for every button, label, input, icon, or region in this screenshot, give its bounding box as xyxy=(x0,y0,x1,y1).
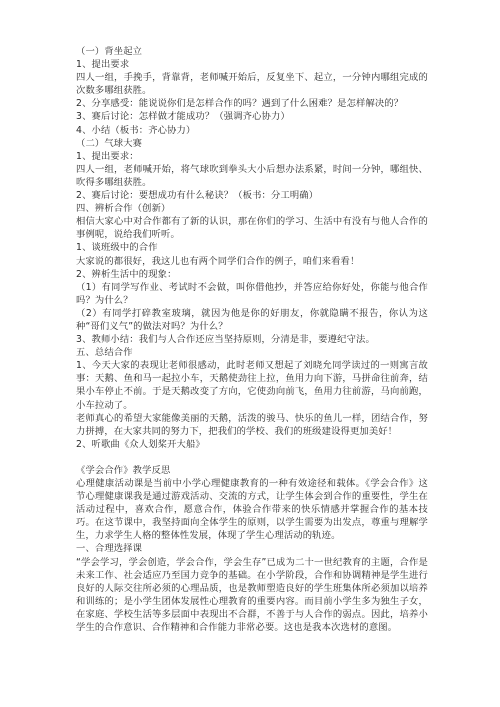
text-line: 2、分享感受：能说说你们是怎样合作的吗？遇到了什么困难？是怎样解决的？ xyxy=(76,98,404,110)
heading-balloon-contest: （二）气球大赛 xyxy=(76,137,143,149)
text-line: 四人一组，老师喊开始，将气球吹到拳头大小后想办法系紧，时间一分钟，哪组快、吹得多哪组获胜。 xyxy=(76,163,428,188)
text-line: 1、提出要求 xyxy=(76,59,130,71)
document-body xyxy=(76,45,428,634)
text-line: 相信大家心中对合作都有了新的认识，那在你们的学习、生活中有没有与他人合作的事例呢，说给我们听听。 xyxy=(76,216,428,241)
text-line: 2、听歌曲《众人划桨开大船》 xyxy=(76,438,205,450)
text-line: 四人一组，手挽手，背靠背，老师喊开始后，反复坐下、起立，一分钟内哪组完成的次数多哪组获胜。 xyxy=(76,72,428,97)
heading-course-selection: 一、合理选择课 xyxy=(76,543,143,555)
text-line: 2、赛后讨论：要想成功有什么秘诀？（板书：分工明确） xyxy=(76,190,319,202)
text-line: 3、教师小结：我们与人合作还应当坚持原则，分清是非，要遵纪守法。 xyxy=(76,334,375,346)
heading-summary: 五、总结合作 xyxy=(76,347,133,359)
section-gap xyxy=(76,451,428,464)
text-line: 1、谈班级中的合作 xyxy=(76,242,158,254)
text-line: 3、赛后讨论：怎样做才能成功？（强调齐心协力） xyxy=(76,111,290,123)
text-line: 1、提出要求： xyxy=(76,150,139,162)
text-line: 大家说的都很好，我这儿也有两个同学们合作的例子，咱们来看看！ xyxy=(76,255,360,267)
heading-analyze-cooperation: 四、辨析合作（创新） xyxy=(76,203,171,215)
text-line: （2）有同学打碎教室玻璃，就因为他是你的好朋友，你就隐瞒不报告，你认为这种“哥们义气”的做法对吗？为什么？ xyxy=(76,307,428,332)
text-line: “学会学习，学会创造，学会合作，学会生存”已成为二十一世纪教育的主题，合作是未来工作、社会适应乃至国力竞争的基础。在小学阶段，合作和协调精神是学生进行良好的人际交往所必须的心理品质，也是教师塑造良好的学生班集体所必须加以培养和训练的；是小学生团体发展性心理教育的重要内容。而目前小学生多为独生子女，在家庭、学校生活等多层面中表现出不合群，不善于与人合作的弱点。因此，培养小学生的合作意识、合作精神和合作能力非常必要。这也是我本次选材的意图。 xyxy=(76,556,428,634)
text-line: 心理健康活动课是当前中小学心理健康教育的一种有效途径和载体。《学会合作》这节心理健康课我是通过游戏活动、交流的方式，让学生体会到合作的重要性，学生在活动过程中，喜欢合作，愿意合作，体验合作带来的快乐情感并掌握合作的基本技巧。在这节课中，我坚持面向全体学生的原则，以学生需要为出发点，尊重与理解学生，力求学生人格的整体性发展，体现了学生心理活动的轨迹。 xyxy=(76,478,428,542)
text-line: 1、今天大家的表现让老师很感动，此时老师又想起了刘晓允同学读过的一则寓言故事：天鹅、鱼和马一起拉小车，天鹅使劲往上拉，鱼用力向下游，马拼命往前奔，结果小车停止不前。于是天鹅改变了方向，它使劲向前飞，鱼用力往前游，马向前跑，小车拉动了。 xyxy=(76,360,428,411)
heading-back-sit-stand: （一）背坐起立 xyxy=(76,46,143,57)
reflection-title: 《学会合作》教学反思 xyxy=(76,464,171,476)
text-line: 老师真心的希望大家能像美丽的天鹅，活泼的骏马、快乐的鱼儿一样，团结合作，努力拼搏，在大家共同的努力下，把我们的学校、我们的班级建设得更加美好！ xyxy=(76,412,428,437)
text-line: （1）有同学写作业、考试时不会做，叫你借他抄，并答应给你好处，你能与他合作吗？为什么？ xyxy=(76,281,428,306)
text-line: 4、小结（板书：齐心协力） xyxy=(76,124,196,136)
text-line: 2、辨析生活中的现象： xyxy=(76,268,177,280)
